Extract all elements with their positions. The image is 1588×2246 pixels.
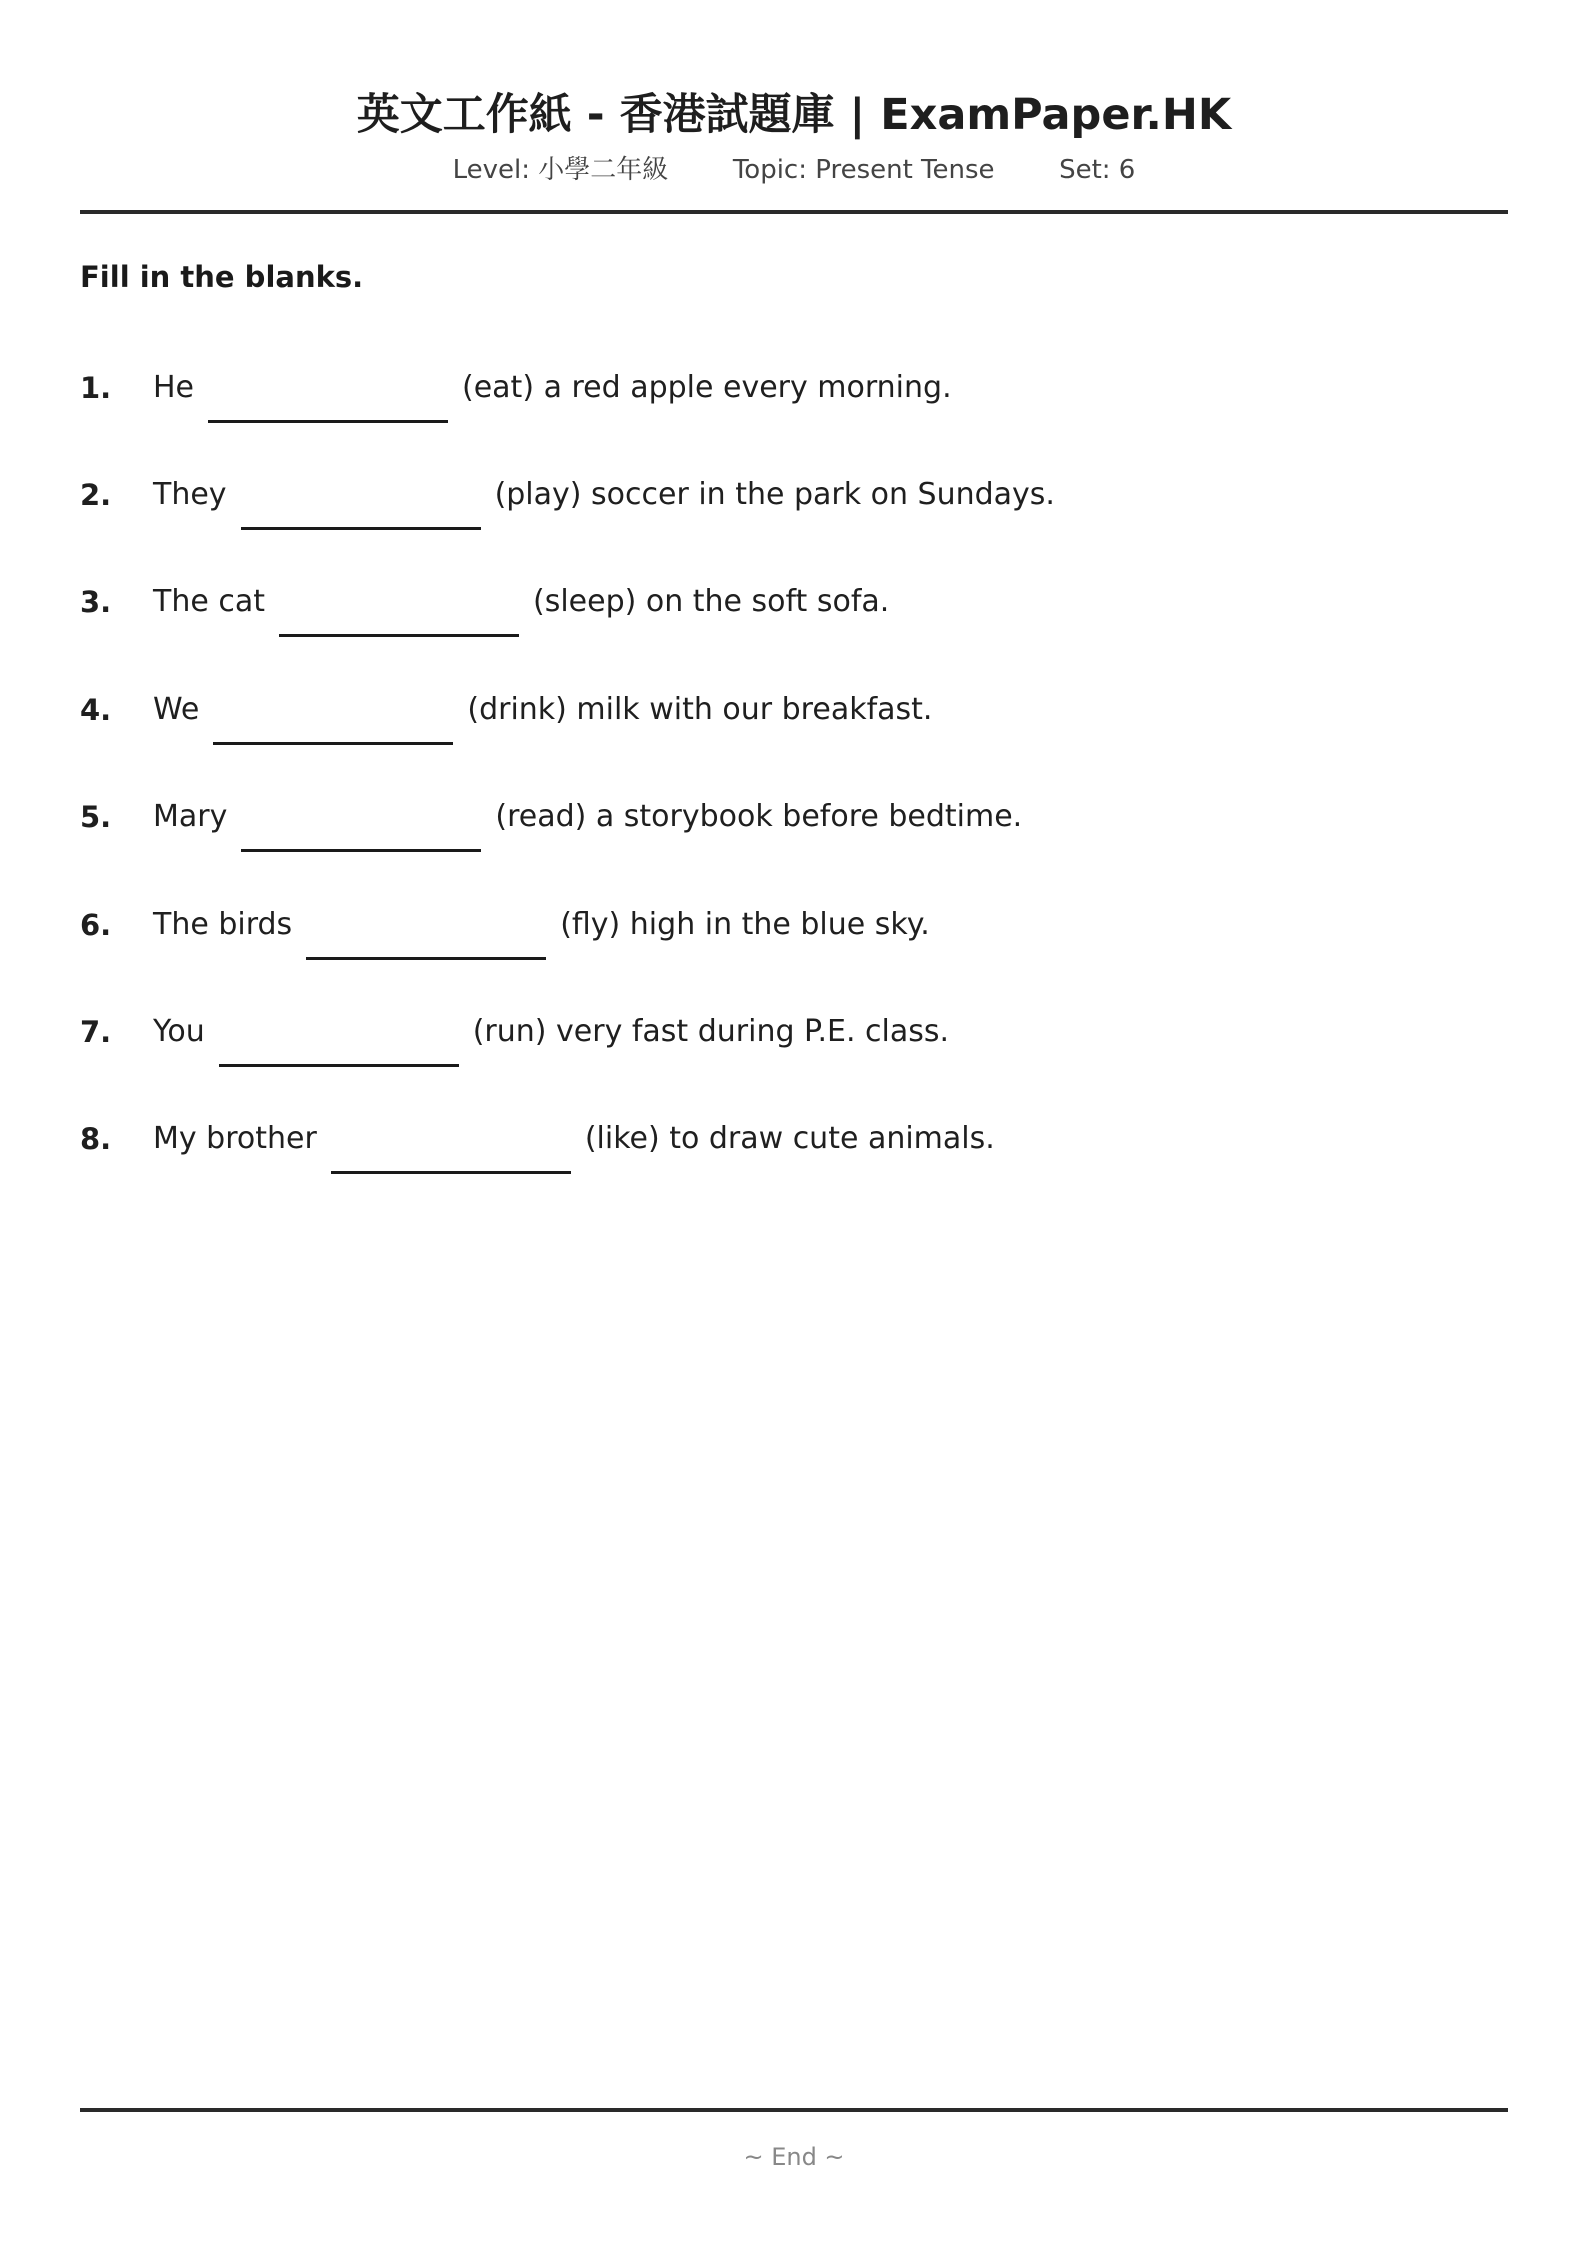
question-text-after: (like) to draw cute animals. bbox=[584, 1121, 995, 1156]
question-text-before: The birds bbox=[153, 907, 293, 942]
question-text-after: (eat) a red apple every morning. bbox=[462, 370, 952, 405]
answer-blank[interactable] bbox=[279, 594, 519, 637]
question-number: 4. bbox=[80, 693, 112, 727]
question-text-after: (sleep) on the soft sofa. bbox=[532, 584, 890, 619]
question-number: 3. bbox=[80, 585, 112, 619]
topic-label: Topic: Present Tense bbox=[732, 155, 995, 185]
question-text-before: The cat bbox=[153, 584, 265, 619]
question-text-after: (run) very fast during P.E. class. bbox=[472, 1014, 950, 1049]
answer-blank[interactable] bbox=[241, 487, 481, 530]
question-text-after: (fly) high in the blue sky. bbox=[560, 907, 930, 942]
question-number: 5. bbox=[80, 800, 112, 834]
answer-blank[interactable] bbox=[306, 917, 546, 960]
answer-blank[interactable] bbox=[208, 380, 448, 423]
footer-end-text: ~ End ~ bbox=[743, 2143, 845, 2171]
question-text-before: Mary bbox=[153, 799, 228, 834]
header-divider bbox=[80, 210, 1508, 214]
page-title: 英文工作紙 - 香港試題庫 | ExamPaper.HK bbox=[356, 90, 1232, 140]
question-text-before: We bbox=[153, 692, 200, 727]
question-number: 6. bbox=[80, 908, 112, 942]
question-number: 1. bbox=[80, 371, 112, 405]
question-text-after: (read) a storybook before bedtime. bbox=[495, 799, 1023, 834]
instruction-text: Fill in the blanks. bbox=[80, 260, 364, 294]
worksheet-header bbox=[80, 80, 1508, 188]
answer-blank[interactable] bbox=[241, 809, 481, 852]
question-text-before: You bbox=[153, 1014, 205, 1049]
footer-divider bbox=[80, 2108, 1508, 2112]
worksheet-meta bbox=[80, 152, 1508, 188]
question-text-before: They bbox=[153, 477, 227, 512]
question-number: 8. bbox=[80, 1122, 112, 1156]
question-text-before: He bbox=[153, 370, 195, 405]
question-text-before: My brother bbox=[153, 1121, 317, 1156]
answer-blank[interactable] bbox=[213, 702, 453, 745]
question-number: 2. bbox=[80, 478, 112, 512]
level-label: Level: 小學二年級 bbox=[452, 155, 669, 185]
question-number: 7. bbox=[80, 1015, 112, 1049]
question-text-after: (drink) milk with our breakfast. bbox=[467, 692, 933, 727]
answer-blank[interactable] bbox=[219, 1024, 459, 1067]
set-label: Set: 6 bbox=[1059, 155, 1136, 185]
question-text-after: (play) soccer in the park on Sundays. bbox=[494, 477, 1055, 512]
answer-blank[interactable] bbox=[331, 1131, 571, 1174]
